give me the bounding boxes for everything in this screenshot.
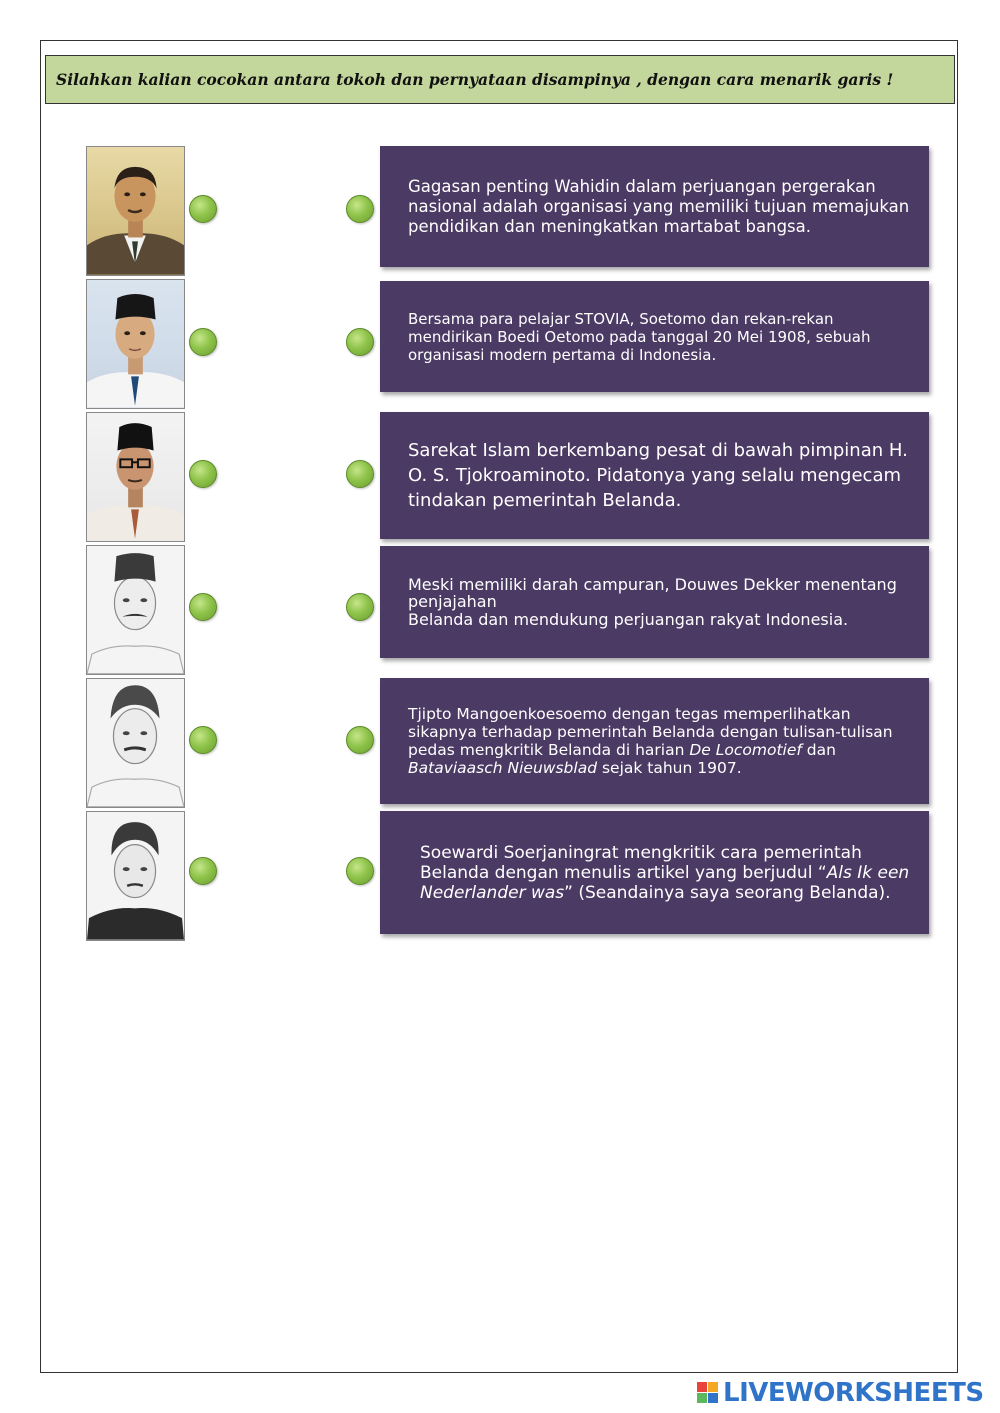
instruction-banner: Silahkan kalian cocokan antara tokoh dan pernyataan disampinya , dengan cara menarik garis ! — [45, 55, 955, 104]
statement-5-italic-newspaper-2: Bataviaasch Nieuwsblad — [408, 759, 598, 777]
statement-connector-dot-4[interactable] — [346, 593, 374, 621]
logo-text: LIVEWORKSHEETS — [723, 1378, 984, 1408]
statement-5-italic-newspaper-1: De Locomotief — [689, 741, 802, 759]
statement-5-text-c: sejak tahun 1907. — [597, 759, 742, 777]
portrait-douwes-dekker — [86, 545, 185, 675]
statement-card-3 — [380, 412, 929, 539]
statement-connector-dot-6[interactable] — [346, 857, 374, 885]
statement-4-line-2: Belanda dan mendukung perjuangan rakyat Indonesia. — [408, 609, 849, 629]
statement-6-text-b: ” (Seandainya saya seorang Belanda). — [564, 882, 891, 903]
statement-connector-dot-3[interactable] — [346, 460, 374, 488]
statement-card-2 — [380, 281, 929, 392]
statement-5-text-b: dan — [801, 741, 836, 759]
portrait-soewardi — [86, 811, 185, 941]
portrait-soetomo — [86, 279, 185, 409]
statement-6-text-a: Soewardi Soerjaningrat mengkritik cara pemerintah Belanda dengan menulis artikel yang berjudul “ — [420, 842, 862, 883]
statement-5-text-a: Tjipto Mangoenkoesoemo dengan tegas memperlihatkan sikapnya terhadap pemerintah Belanda dengan tulisan-tulisan pedas mengkritik Belanda di harian — [408, 705, 893, 759]
statement-4-line-1: Meski memiliki darah campuran, Douwes Dekker menentang penjajahan — [408, 574, 897, 612]
statement-6-italic-title: Als Ik een Nederlander was — [420, 862, 910, 903]
statement-text-2: Bersama para pelajar STOVIA, Soetomo dan rekan-rekan mendirikan Boedi Oetomo pada tanggal 20 Mei 1908, sebuah organisasi modern pertama di Indonesia. — [408, 309, 871, 364]
statement-connector-dot-5[interactable] — [346, 726, 374, 754]
statement-text-3: Sarekat Islam berkembang pesat di bawah pimpinan H. O. S. Tjokroaminoto. Pidatonya yang selalu mengecam tindakan pemerintah Belanda. — [408, 440, 908, 511]
statement-text-4 — [408, 576, 917, 629]
portrait-tjokroaminoto — [86, 412, 185, 542]
portrait-connector-dot-6[interactable] — [189, 857, 217, 885]
statement-card-6 — [380, 811, 929, 934]
portrait-connector-dot-4[interactable] — [189, 593, 217, 621]
statement-connector-dot-1[interactable] — [346, 195, 374, 223]
statement-text-1: Gagasan penting Wahidin dalam perjuangan pergerakan nasional adalah organisasi yang memiliki tujuan memajukan pendidikan dan meningkatkan martabat bangsa. — [408, 176, 910, 236]
portrait-connector-dot-1[interactable] — [189, 195, 217, 223]
portrait-tjipto — [86, 678, 185, 808]
statement-card-5 — [380, 678, 929, 804]
statement-card-1 — [380, 146, 929, 267]
statement-connector-dot-2[interactable] — [346, 328, 374, 356]
portrait-connector-dot-3[interactable] — [189, 460, 217, 488]
statement-text-6 — [408, 843, 917, 903]
liveworksheets-logo-icon — [697, 1382, 719, 1404]
portrait-connector-dot-2[interactable] — [189, 328, 217, 356]
portrait-wahidin — [86, 146, 185, 276]
statement-text-5 — [408, 705, 917, 777]
portrait-connector-dot-5[interactable] — [189, 726, 217, 754]
liveworksheets-logo[interactable] — [697, 1378, 984, 1408]
statement-card-4 — [380, 546, 929, 658]
